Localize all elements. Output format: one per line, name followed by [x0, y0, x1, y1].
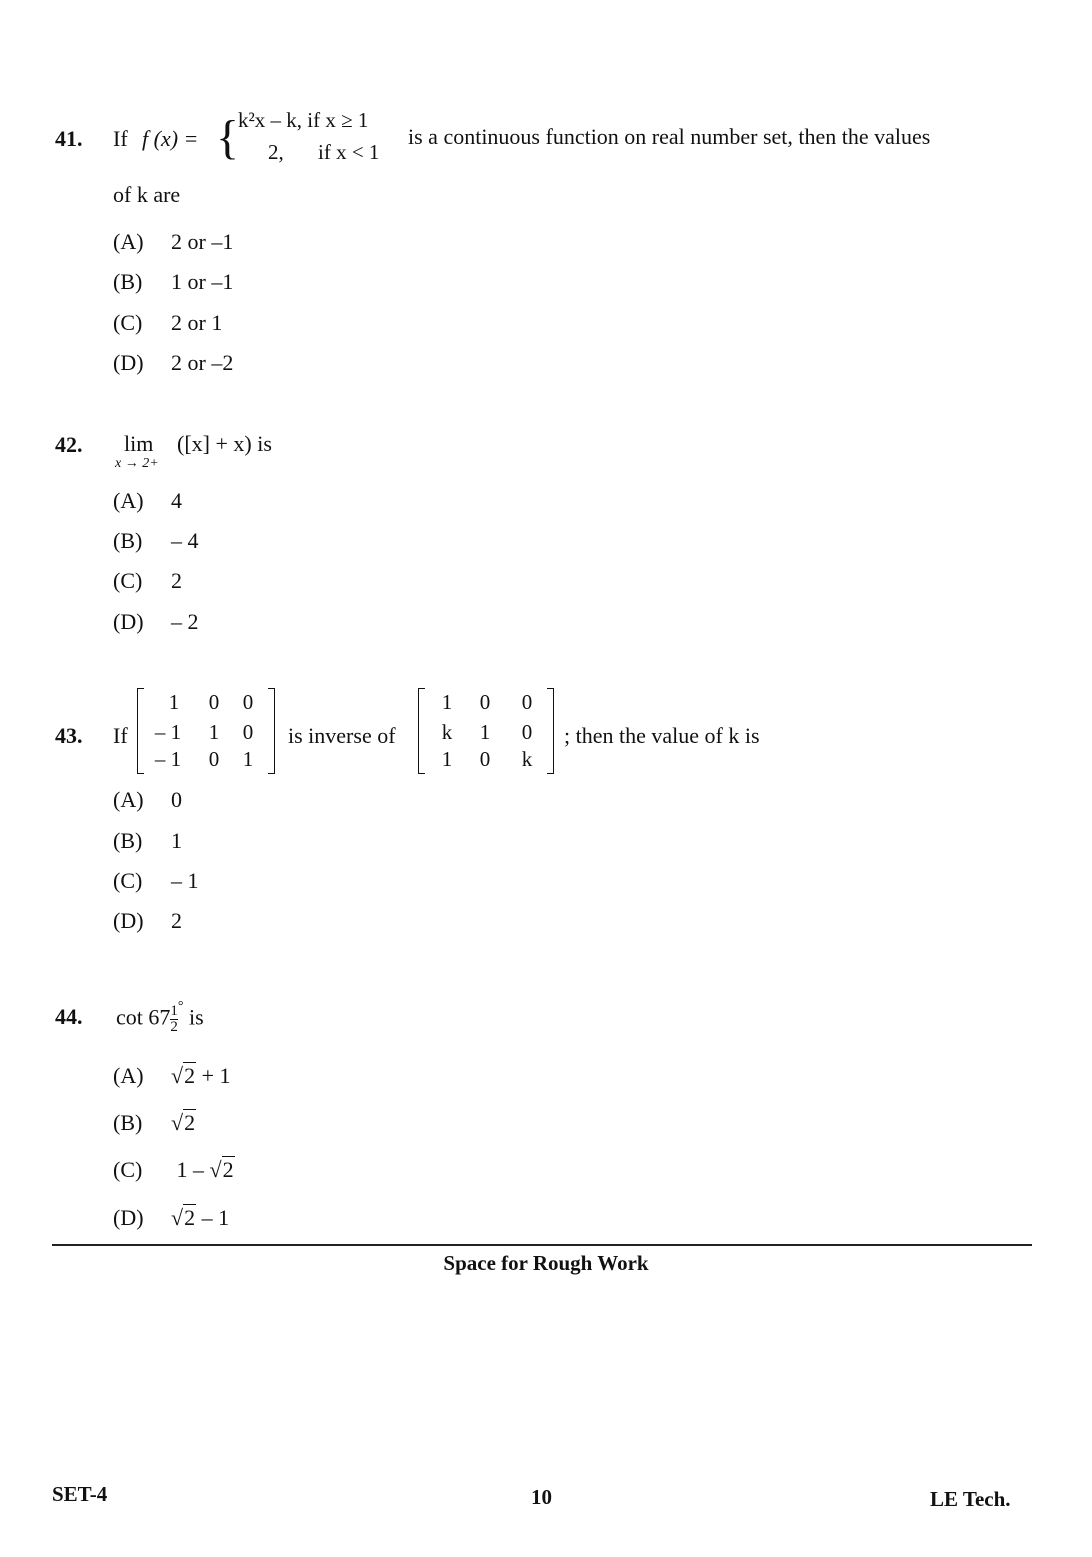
option-label: (D)	[113, 350, 144, 375]
left-brace: {	[216, 111, 240, 164]
option-c[interactable]	[113, 868, 199, 894]
option-c[interactable]	[113, 568, 182, 594]
matrix-left-bracket	[418, 688, 425, 774]
matrix-cell: 0	[521, 690, 533, 714]
matrix-cell: – 1	[154, 747, 182, 771]
matrix-right-bracket	[268, 688, 275, 774]
option-text: 2 or –1	[171, 229, 234, 254]
option-label: (B)	[113, 269, 143, 294]
matrix-right-bracket	[547, 688, 554, 774]
option-label: (D)	[113, 609, 144, 634]
matrix-left-bracket	[137, 688, 144, 774]
piecewise-case-2-condition: if x < 1	[318, 140, 380, 164]
option-pre: 1 –	[171, 1157, 210, 1182]
matrix-cell: 0	[521, 720, 533, 744]
option-label: (B)	[113, 828, 143, 853]
option-label: (B)	[113, 528, 143, 553]
limit-expression: ([x] + x) is	[177, 431, 272, 456]
page-number: 10	[531, 1485, 552, 1509]
piecewise-case-1: k²x – k, if x ≥ 1	[238, 108, 369, 132]
option-b[interactable]	[113, 1110, 196, 1136]
option-post: – 1	[196, 1205, 230, 1230]
limit-operator: lim	[124, 431, 154, 456]
option-text: 1 or –1	[171, 269, 234, 294]
matrix-cell: 1	[479, 720, 491, 744]
option-text: 0	[171, 787, 182, 812]
function-label: f (x) =	[142, 126, 199, 151]
matrix-cell: 1	[168, 690, 180, 714]
option-text: – 2	[171, 609, 199, 634]
question-number: 42.	[55, 432, 83, 457]
question-middle-text: is inverse of	[288, 723, 396, 748]
square-root: √2	[209, 1157, 234, 1182]
cot-text: cot 67	[116, 1004, 171, 1030]
matrix-cell: 1	[208, 720, 220, 744]
matrix-cell: 0	[208, 747, 220, 771]
matrix-cell: 0	[208, 690, 220, 714]
option-b[interactable]	[113, 269, 233, 295]
question-text: is a continuous function on real number set, then the values	[408, 124, 931, 149]
matrix-1	[137, 688, 275, 774]
option-label: (D)	[113, 908, 144, 933]
footer-exam-label: LE Tech.	[930, 1487, 1011, 1511]
option-d[interactable]	[113, 350, 233, 376]
divider-rule	[52, 1244, 1032, 1246]
option-text: – 1	[171, 868, 199, 893]
option-d[interactable]	[113, 1205, 229, 1231]
option-label: (C)	[113, 568, 143, 593]
option-label: (C)	[113, 1157, 143, 1182]
matrix-cell: k	[441, 720, 453, 744]
option-b[interactable]	[113, 828, 182, 854]
fraction-denominator: 2	[170, 1019, 178, 1035]
rough-work-heading: Space for Rough Work	[443, 1251, 649, 1275]
option-c[interactable]	[113, 310, 222, 336]
option-text: 2	[171, 568, 182, 593]
option-post: + 1	[196, 1063, 231, 1088]
option-label: (B)	[113, 1110, 143, 1135]
option-b[interactable]	[113, 528, 199, 554]
option-a[interactable]	[113, 787, 182, 813]
piecewise-case-2-value: 2,	[268, 140, 284, 164]
option-text: 1	[171, 828, 182, 853]
option-label: (D)	[113, 1205, 144, 1230]
option-label: (A)	[113, 488, 144, 513]
option-text: 2 or –2	[171, 350, 234, 375]
matrix-cell: 0	[479, 747, 491, 771]
option-d[interactable]	[113, 609, 199, 635]
matrix-cell: 1	[441, 747, 453, 771]
matrix-cell: 1	[441, 690, 453, 714]
matrix-cell: 1	[242, 747, 254, 771]
question-prefix: If	[113, 723, 128, 748]
option-text: 2 or 1	[171, 310, 223, 335]
question-suffix-text: ; then the value of k is	[564, 723, 760, 748]
radicand: 2	[222, 1157, 234, 1182]
fraction	[170, 1004, 178, 1035]
question-expression	[116, 999, 204, 1035]
option-c[interactable]	[113, 1157, 235, 1183]
is-text: is	[189, 1004, 204, 1030]
question-prefix: If	[113, 126, 128, 151]
matrix-cell: 0	[242, 690, 254, 714]
option-label: (A)	[113, 229, 144, 254]
square-root: √2	[171, 1110, 196, 1135]
matrix-2	[418, 688, 554, 774]
footer-set-label: SET-4	[52, 1482, 108, 1506]
option-a[interactable]	[113, 488, 182, 514]
question-number: 44.	[55, 1004, 83, 1029]
option-label: (A)	[113, 787, 144, 812]
matrix-cell: 0	[479, 690, 491, 714]
limit-subscript: x → 2+	[115, 456, 159, 471]
option-a[interactable]	[113, 229, 233, 255]
option-label: (C)	[113, 310, 143, 335]
option-label: (C)	[113, 868, 143, 893]
question-number: 43.	[55, 723, 83, 748]
radicand: 2	[184, 1063, 196, 1088]
matrix-cell: – 1	[154, 720, 182, 744]
option-d[interactable]	[113, 908, 182, 934]
question-text-line-2: of k are	[113, 182, 181, 207]
question-number: 41.	[55, 126, 83, 151]
fraction-numerator: 1	[170, 1003, 178, 1019]
square-root: √2	[171, 1063, 196, 1088]
radicand: 2	[184, 1110, 196, 1135]
option-text: 2	[171, 908, 182, 933]
square-root: √2	[171, 1205, 196, 1230]
option-label: (A)	[113, 1063, 144, 1088]
option-a[interactable]	[113, 1063, 231, 1089]
option-text: – 4	[171, 528, 199, 553]
radicand: 2	[184, 1205, 196, 1230]
matrix-cell: k	[521, 747, 533, 771]
degree-symbol: °	[177, 999, 184, 1015]
matrix-cell: 0	[242, 720, 254, 744]
option-text: 4	[171, 488, 182, 513]
